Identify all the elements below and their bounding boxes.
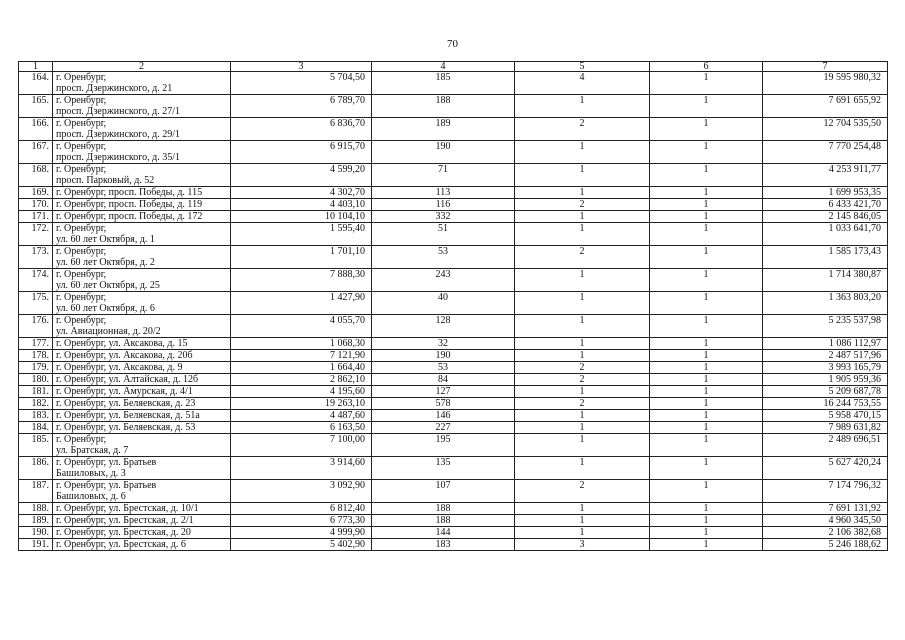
address-cell <box>53 422 231 434</box>
address-cell <box>53 72 231 95</box>
address-line: просп. Дзержинского, д. 35/1 <box>56 152 180 163</box>
address-line: г. Оренбург, <box>56 72 107 83</box>
address-line: г. Оренбург, ул. Аксакова, д. 9 <box>56 362 183 373</box>
column5-cell: 1 <box>515 350 650 362</box>
address-line: г. Оренбург, ул. Братьев <box>56 457 157 468</box>
address-line: ул. 60 лет Октября, д. 1 <box>56 234 155 245</box>
address-cell <box>53 480 231 503</box>
column4-cell: 578 <box>372 398 515 410</box>
column4-cell: 51 <box>372 223 515 246</box>
row-number: 165. <box>19 95 53 118</box>
column4-cell: 71 <box>372 164 515 187</box>
table-row <box>19 211 888 223</box>
address-cell <box>53 187 231 199</box>
sum-cell: 16 244 753,55 <box>763 398 888 410</box>
table-row <box>19 292 888 315</box>
sum-cell: 1 585 173,43 <box>763 246 888 269</box>
sum-cell: 6 433 421,70 <box>763 199 888 211</box>
address-line: г. Оренбург, <box>56 246 107 257</box>
sum-cell: 1 699 953,35 <box>763 187 888 199</box>
sum-cell: 7 989 631,82 <box>763 422 888 434</box>
address-line: г. Оренбург, просп. Победы, д. 115 <box>56 187 203 198</box>
sum-cell: 2 106 382,68 <box>763 527 888 539</box>
row-number: 164. <box>19 72 53 95</box>
column6-cell: 1 <box>650 527 763 539</box>
sum-cell: 5 209 687,78 <box>763 386 888 398</box>
address-line: г. Оренбург, ул. Алтайская, д. 12б <box>56 374 199 385</box>
column6-cell: 1 <box>650 374 763 386</box>
area-cell: 3 092,90 <box>231 480 372 503</box>
address-line: г. Оренбург, <box>56 95 107 106</box>
column4-cell: 188 <box>372 503 515 515</box>
column6-cell: 1 <box>650 386 763 398</box>
column-header: 7 <box>763 62 888 72</box>
address-line: г. Оренбург, <box>56 292 107 303</box>
column5-cell: 1 <box>515 269 650 292</box>
column6-cell: 1 <box>650 223 763 246</box>
column6-cell: 1 <box>650 503 763 515</box>
row-number: 169. <box>19 187 53 199</box>
column4-cell: 243 <box>372 269 515 292</box>
column5-cell: 1 <box>515 95 650 118</box>
sum-cell: 5 235 537,98 <box>763 315 888 338</box>
sum-cell: 3 993 165,79 <box>763 362 888 374</box>
column5-cell: 2 <box>515 118 650 141</box>
sum-cell: 7 691 131,92 <box>763 503 888 515</box>
address-cell <box>53 199 231 211</box>
column5-cell: 1 <box>515 292 650 315</box>
row-number: 178. <box>19 350 53 362</box>
table-row <box>19 422 888 434</box>
table-row <box>19 374 888 386</box>
area-cell: 2 862,10 <box>231 374 372 386</box>
column-header: 6 <box>650 62 763 72</box>
sum-cell: 5 627 420,24 <box>763 457 888 480</box>
column-header: 1 <box>19 62 53 72</box>
table-row <box>19 480 888 503</box>
column6-cell: 1 <box>650 269 763 292</box>
address-cell <box>53 527 231 539</box>
address-line: г. Оренбург, <box>56 315 107 326</box>
column5-cell: 1 <box>515 434 650 457</box>
area-cell: 6 789,70 <box>231 95 372 118</box>
column5-cell: 2 <box>515 374 650 386</box>
sum-cell: 4 960 345,50 <box>763 515 888 527</box>
table-row <box>19 315 888 338</box>
column4-cell: 53 <box>372 362 515 374</box>
column5-cell: 1 <box>515 315 650 338</box>
sum-cell: 4 253 911,77 <box>763 164 888 187</box>
column4-cell: 135 <box>372 457 515 480</box>
area-cell: 6 163,50 <box>231 422 372 434</box>
column6-cell: 1 <box>650 539 763 551</box>
address-line: г. Оренбург, ул. Аксакова, д. 15 <box>56 338 188 349</box>
sum-cell: 19 595 980,32 <box>763 72 888 95</box>
column6-cell: 1 <box>650 315 763 338</box>
column5-cell: 1 <box>515 386 650 398</box>
column5-cell: 1 <box>515 457 650 480</box>
column4-cell: 127 <box>372 386 515 398</box>
column6-cell: 1 <box>650 480 763 503</box>
column5-cell: 4 <box>515 72 650 95</box>
column5-cell: 1 <box>515 164 650 187</box>
column4-cell: 40 <box>372 292 515 315</box>
area-cell: 3 914,60 <box>231 457 372 480</box>
table-row <box>19 199 888 211</box>
address-line: г. Оренбург, ул. Аксакова, д. 20б <box>56 350 193 361</box>
table-row <box>19 350 888 362</box>
address-cell <box>53 457 231 480</box>
column5-cell: 2 <box>515 362 650 374</box>
table-row <box>19 72 888 95</box>
column4-cell: 188 <box>372 95 515 118</box>
table-body <box>19 72 888 551</box>
column6-cell: 1 <box>650 187 763 199</box>
column6-cell: 1 <box>650 141 763 164</box>
column5-cell: 1 <box>515 410 650 422</box>
area-cell: 7 121,90 <box>231 350 372 362</box>
row-number: 189. <box>19 515 53 527</box>
address-line: г. Оренбург, ул. Брестская, д. 20 <box>56 527 191 538</box>
address-line: просп. Дзержинского, д. 29/1 <box>56 129 180 140</box>
row-number: 180. <box>19 374 53 386</box>
address-cell <box>53 398 231 410</box>
table-row <box>19 223 888 246</box>
column5-cell: 1 <box>515 223 650 246</box>
address-line: г. Оренбург, ул. Беляевская, д. 53 <box>56 422 196 433</box>
address-cell <box>53 118 231 141</box>
row-number: 173. <box>19 246 53 269</box>
table-row <box>19 95 888 118</box>
table-row <box>19 164 888 187</box>
column5-cell: 2 <box>515 199 650 211</box>
column5-cell: 1 <box>515 422 650 434</box>
address-line: г. Оренбург, просп. Победы, д. 172 <box>56 211 203 222</box>
column6-cell: 1 <box>650 118 763 141</box>
column6-cell: 1 <box>650 422 763 434</box>
column6-cell: 1 <box>650 457 763 480</box>
row-number: 183. <box>19 410 53 422</box>
area-cell: 4 055,70 <box>231 315 372 338</box>
column4-cell: 195 <box>372 434 515 457</box>
area-cell: 6 773,30 <box>231 515 372 527</box>
area-cell: 19 263,10 <box>231 398 372 410</box>
table-row <box>19 118 888 141</box>
column-header: 5 <box>515 62 650 72</box>
column5-cell: 1 <box>515 211 650 223</box>
address-cell <box>53 410 231 422</box>
row-number: 187. <box>19 480 53 503</box>
column5-cell: 1 <box>515 503 650 515</box>
column6-cell: 1 <box>650 246 763 269</box>
column5-cell: 2 <box>515 246 650 269</box>
column4-cell: 188 <box>372 515 515 527</box>
row-number: 188. <box>19 503 53 515</box>
column6-cell: 1 <box>650 350 763 362</box>
address-line: ул. 60 лет Октября, д. 25 <box>56 280 160 291</box>
row-number: 179. <box>19 362 53 374</box>
column6-cell: 1 <box>650 362 763 374</box>
address-line: просп. Парковый, д. 52 <box>56 175 155 186</box>
column4-cell: 107 <box>372 480 515 503</box>
sum-cell: 2 489 696,51 <box>763 434 888 457</box>
table-row <box>19 410 888 422</box>
column4-cell: 190 <box>372 350 515 362</box>
address-cell <box>53 374 231 386</box>
column4-cell: 32 <box>372 338 515 350</box>
column6-cell: 1 <box>650 211 763 223</box>
column5-cell: 3 <box>515 539 650 551</box>
address-line: г. Оренбург, ул. Беляевская, д. 23 <box>56 398 196 409</box>
address-cell <box>53 350 231 362</box>
sum-cell: 1 033 641,70 <box>763 223 888 246</box>
sum-cell: 7 174 796,32 <box>763 480 888 503</box>
address-cell <box>53 515 231 527</box>
row-number: 191. <box>19 539 53 551</box>
table-row <box>19 398 888 410</box>
column4-cell: 84 <box>372 374 515 386</box>
address-line: г. Оренбург, <box>56 118 107 129</box>
sum-cell: 1 363 803,20 <box>763 292 888 315</box>
area-cell: 10 104,10 <box>231 211 372 223</box>
row-number: 167. <box>19 141 53 164</box>
header-row <box>19 62 888 72</box>
address-cell <box>53 223 231 246</box>
row-number: 170. <box>19 199 53 211</box>
address-cell <box>53 315 231 338</box>
address-cell <box>53 386 231 398</box>
address-cell <box>53 164 231 187</box>
sum-cell: 5 246 188,62 <box>763 539 888 551</box>
column4-cell: 190 <box>372 141 515 164</box>
table-row <box>19 141 888 164</box>
address-line: ул. 60 лет Октября, д. 2 <box>56 257 155 268</box>
area-cell: 6 836,70 <box>231 118 372 141</box>
column4-cell: 146 <box>372 410 515 422</box>
table-row <box>19 338 888 350</box>
column6-cell: 1 <box>650 338 763 350</box>
area-cell: 1 068,30 <box>231 338 372 350</box>
column5-cell: 2 <box>515 398 650 410</box>
column4-cell: 189 <box>372 118 515 141</box>
sum-cell: 1 086 112,97 <box>763 338 888 350</box>
table-row <box>19 457 888 480</box>
column6-cell: 1 <box>650 292 763 315</box>
address-line: ул. 60 лет Октября, д. 6 <box>56 303 155 314</box>
address-line: г. Оренбург, <box>56 223 107 234</box>
row-number: 186. <box>19 457 53 480</box>
table-row <box>19 515 888 527</box>
address-cell <box>53 141 231 164</box>
address-line: Башиловых, д. 3 <box>56 468 126 479</box>
address-line: г. Оренбург, <box>56 141 107 152</box>
row-number: 176. <box>19 315 53 338</box>
table-row <box>19 386 888 398</box>
area-cell: 4 487,60 <box>231 410 372 422</box>
area-cell: 7 100,00 <box>231 434 372 457</box>
row-number: 171. <box>19 211 53 223</box>
column6-cell: 1 <box>650 515 763 527</box>
column4-cell: 113 <box>372 187 515 199</box>
row-number: 168. <box>19 164 53 187</box>
address-cell <box>53 269 231 292</box>
sum-cell: 7 770 254,48 <box>763 141 888 164</box>
column6-cell: 1 <box>650 398 763 410</box>
row-number: 185. <box>19 434 53 457</box>
row-number: 184. <box>19 422 53 434</box>
address-line: г. Оренбург, просп. Победы, д. 119 <box>56 199 203 210</box>
area-cell: 5 402,90 <box>231 539 372 551</box>
address-cell <box>53 211 231 223</box>
column-header: 4 <box>372 62 515 72</box>
column4-cell: 185 <box>372 72 515 95</box>
area-cell: 1 595,40 <box>231 223 372 246</box>
area-cell: 1 427,90 <box>231 292 372 315</box>
row-number: 166. <box>19 118 53 141</box>
table-row <box>19 362 888 374</box>
address-line: г. Оренбург, ул. Амурская, д. 4/1 <box>56 386 193 397</box>
page-number: 70 <box>447 38 458 50</box>
column4-cell: 183 <box>372 539 515 551</box>
column4-cell: 227 <box>372 422 515 434</box>
sum-cell: 7 691 655,92 <box>763 95 888 118</box>
address-line: г. Оренбург, ул. Брестская, д. 2/1 <box>56 515 194 526</box>
column4-cell: 116 <box>372 199 515 211</box>
column4-cell: 53 <box>372 246 515 269</box>
address-line: Башиловых, д. 6 <box>56 491 126 502</box>
column5-cell: 1 <box>515 141 650 164</box>
address-line: г. Оренбург, ул. Братьев <box>56 480 157 491</box>
table-row <box>19 527 888 539</box>
sum-cell: 5 958 470,15 <box>763 410 888 422</box>
address-line: г. Оренбург, ул. Брестская, д. 6 <box>56 539 186 550</box>
column6-cell: 1 <box>650 434 763 457</box>
address-line: г. Оренбург, <box>56 164 107 175</box>
address-cell <box>53 292 231 315</box>
table-row <box>19 434 888 457</box>
area-cell: 1 701,10 <box>231 246 372 269</box>
address-cell <box>53 434 231 457</box>
area-cell: 1 664,40 <box>231 362 372 374</box>
buildings-table <box>18 61 888 551</box>
sum-cell: 2 145 846,05 <box>763 211 888 223</box>
column4-cell: 128 <box>372 315 515 338</box>
column-header: 3 <box>231 62 372 72</box>
sum-cell: 2 487 517,96 <box>763 350 888 362</box>
address-line: просп. Дзержинского, д. 27/1 <box>56 106 180 117</box>
row-number: 181. <box>19 386 53 398</box>
table-row <box>19 246 888 269</box>
sum-cell: 1 905 959,36 <box>763 374 888 386</box>
address-line: г. Оренбург, <box>56 269 107 280</box>
area-cell: 5 704,50 <box>231 72 372 95</box>
row-number: 177. <box>19 338 53 350</box>
column5-cell: 1 <box>515 338 650 350</box>
address-line: г. Оренбург, ул. Брестская, д. 10/1 <box>56 503 199 514</box>
column5-cell: 1 <box>515 527 650 539</box>
area-cell: 4 403,10 <box>231 199 372 211</box>
table-row <box>19 187 888 199</box>
address-line: ул. Авиационная, д. 20/2 <box>56 326 161 337</box>
row-number: 174. <box>19 269 53 292</box>
area-cell: 7 888,30 <box>231 269 372 292</box>
address-cell <box>53 539 231 551</box>
address-line: просп. Дзержинского, д. 21 <box>56 83 173 94</box>
table-row <box>19 503 888 515</box>
area-cell: 4 195,60 <box>231 386 372 398</box>
area-cell: 6 812,40 <box>231 503 372 515</box>
column6-cell: 1 <box>650 95 763 118</box>
column6-cell: 1 <box>650 164 763 187</box>
table-row <box>19 269 888 292</box>
column6-cell: 1 <box>650 410 763 422</box>
row-number: 190. <box>19 527 53 539</box>
area-cell: 4 599,20 <box>231 164 372 187</box>
address-line: г. Оренбург, <box>56 434 107 445</box>
row-number: 182. <box>19 398 53 410</box>
area-cell: 4 302,70 <box>231 187 372 199</box>
column6-cell: 1 <box>650 72 763 95</box>
row-number: 172. <box>19 223 53 246</box>
table-row <box>19 539 888 551</box>
column5-cell: 2 <box>515 480 650 503</box>
sum-cell: 12 704 535,50 <box>763 118 888 141</box>
column4-cell: 144 <box>372 527 515 539</box>
address-line: ул. Братская, д. 7 <box>56 445 129 456</box>
column-header: 2 <box>53 62 231 72</box>
address-line: г. Оренбург, ул. Беляевская, д. 51а <box>56 410 200 421</box>
address-cell <box>53 503 231 515</box>
area-cell: 4 999,90 <box>231 527 372 539</box>
address-cell <box>53 246 231 269</box>
sum-cell: 1 714 380,87 <box>763 269 888 292</box>
address-cell <box>53 95 231 118</box>
column5-cell: 1 <box>515 187 650 199</box>
row-number: 175. <box>19 292 53 315</box>
column6-cell: 1 <box>650 199 763 211</box>
column4-cell: 332 <box>372 211 515 223</box>
column5-cell: 1 <box>515 515 650 527</box>
address-cell <box>53 338 231 350</box>
address-cell <box>53 362 231 374</box>
area-cell: 6 915,70 <box>231 141 372 164</box>
